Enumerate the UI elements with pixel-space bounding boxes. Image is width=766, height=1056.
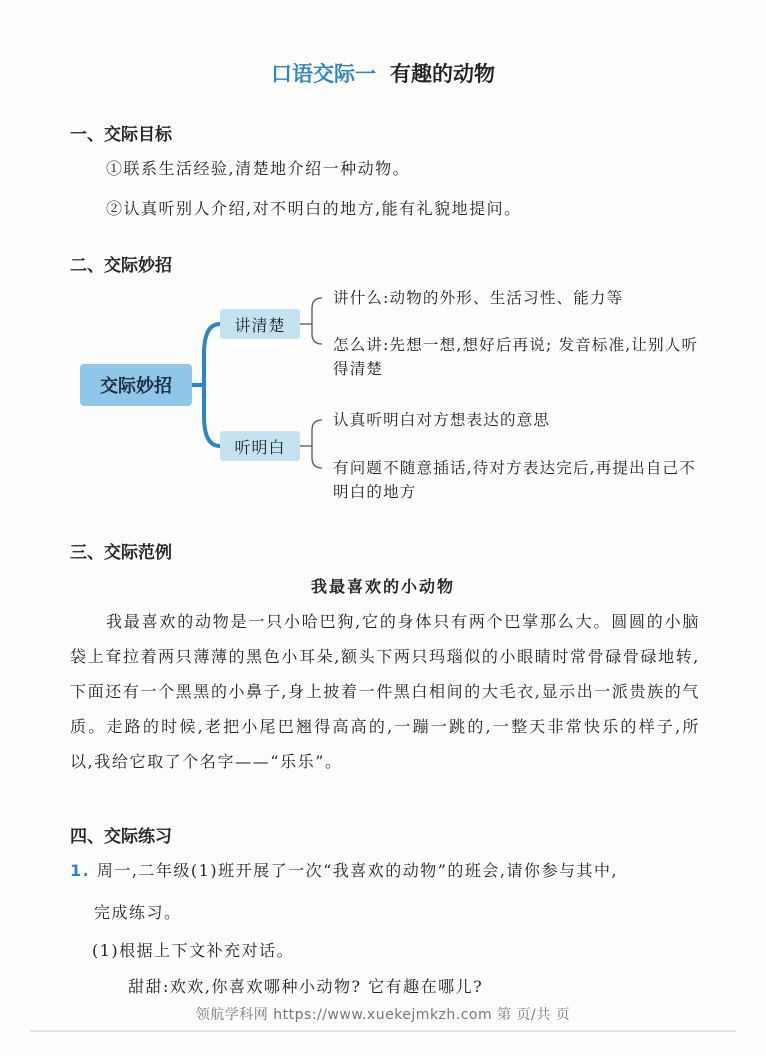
essay-paragraph [70, 604, 700, 779]
mindmap-branch-speak: 讲清楚 [220, 309, 300, 339]
footer-divider [30, 1030, 736, 1032]
mindmap-leaf-2: 怎么讲:先想一想,想好后再说; 发音标准,让别人听得清楚 [333, 336, 699, 378]
section1-heading: 一、交际目标 [70, 125, 172, 145]
section3-heading: 三、交际范例 [70, 543, 172, 563]
mindmap-leaf-3: 认真听明白对方想表达的意思 [333, 411, 551, 429]
goal-item-1: ①联系生活经验,清楚地介绍一种动物。 [106, 159, 411, 178]
essay-title: 我最喜欢的小动物 [310, 577, 455, 596]
question-1 [70, 858, 618, 881]
footer-watermark: 领航学科网 https://www.xuekejmkzh.com 第 页/共 页 [195, 1007, 571, 1023]
title-part1: 口语交际一 [271, 62, 376, 86]
mindmap-leaf-4: 有问题不随意插话,待对方表达完后,再提出自己不明白的地方 [333, 459, 696, 501]
question-1-number: 1. [70, 861, 91, 880]
section4-heading: 四、交际练习 [70, 827, 172, 847]
dialog-line-1: 甜甜:欢欢,你喜欢哪种小动物? 它有趣在哪儿? [128, 977, 484, 996]
mindmap-root: 交际妙招 [80, 364, 192, 406]
section2-heading: 二、交际妙招 [70, 256, 172, 276]
question-1-text-cont: 完成练习。 [94, 903, 182, 922]
mindmap-branch-listen: 听明白 [220, 431, 300, 461]
question-1-text: 周一,二年级(1)班开展了一次“我喜欢的动物”的班会,请你参与其中, [96, 861, 619, 880]
title-part2: 有趣的动物 [390, 62, 495, 86]
goal-item-2: ②认真听别人介绍,对不明白的地方,能有礼貌地提问。 [106, 199, 522, 218]
subquestion-1: (1)根据上下文补充对话。 [92, 941, 295, 960]
essay-text: 我最喜欢的动物是一只小哈巴狗,它的身体只有两个巴掌那么大。圆圆的小脑袋上耷拉着两只薄薄的黑色小耳朵,额头下两只玛瑙似的小眼睛时常骨碌骨碌地转,下面还有一个黑黑的小鼻子,身上披着一件黑白相间的大毛衣,显示出一派贵族的气质。走路的时候,老把小尾巴翘得高高的,一蹦一跳的,一整天非常快乐的样子,所以,我给它取了个名字——“乐乐”。 [70, 612, 700, 771]
mindmap-leaf-1: 讲什么:动物的外形、生活习性、能力等 [333, 289, 624, 307]
